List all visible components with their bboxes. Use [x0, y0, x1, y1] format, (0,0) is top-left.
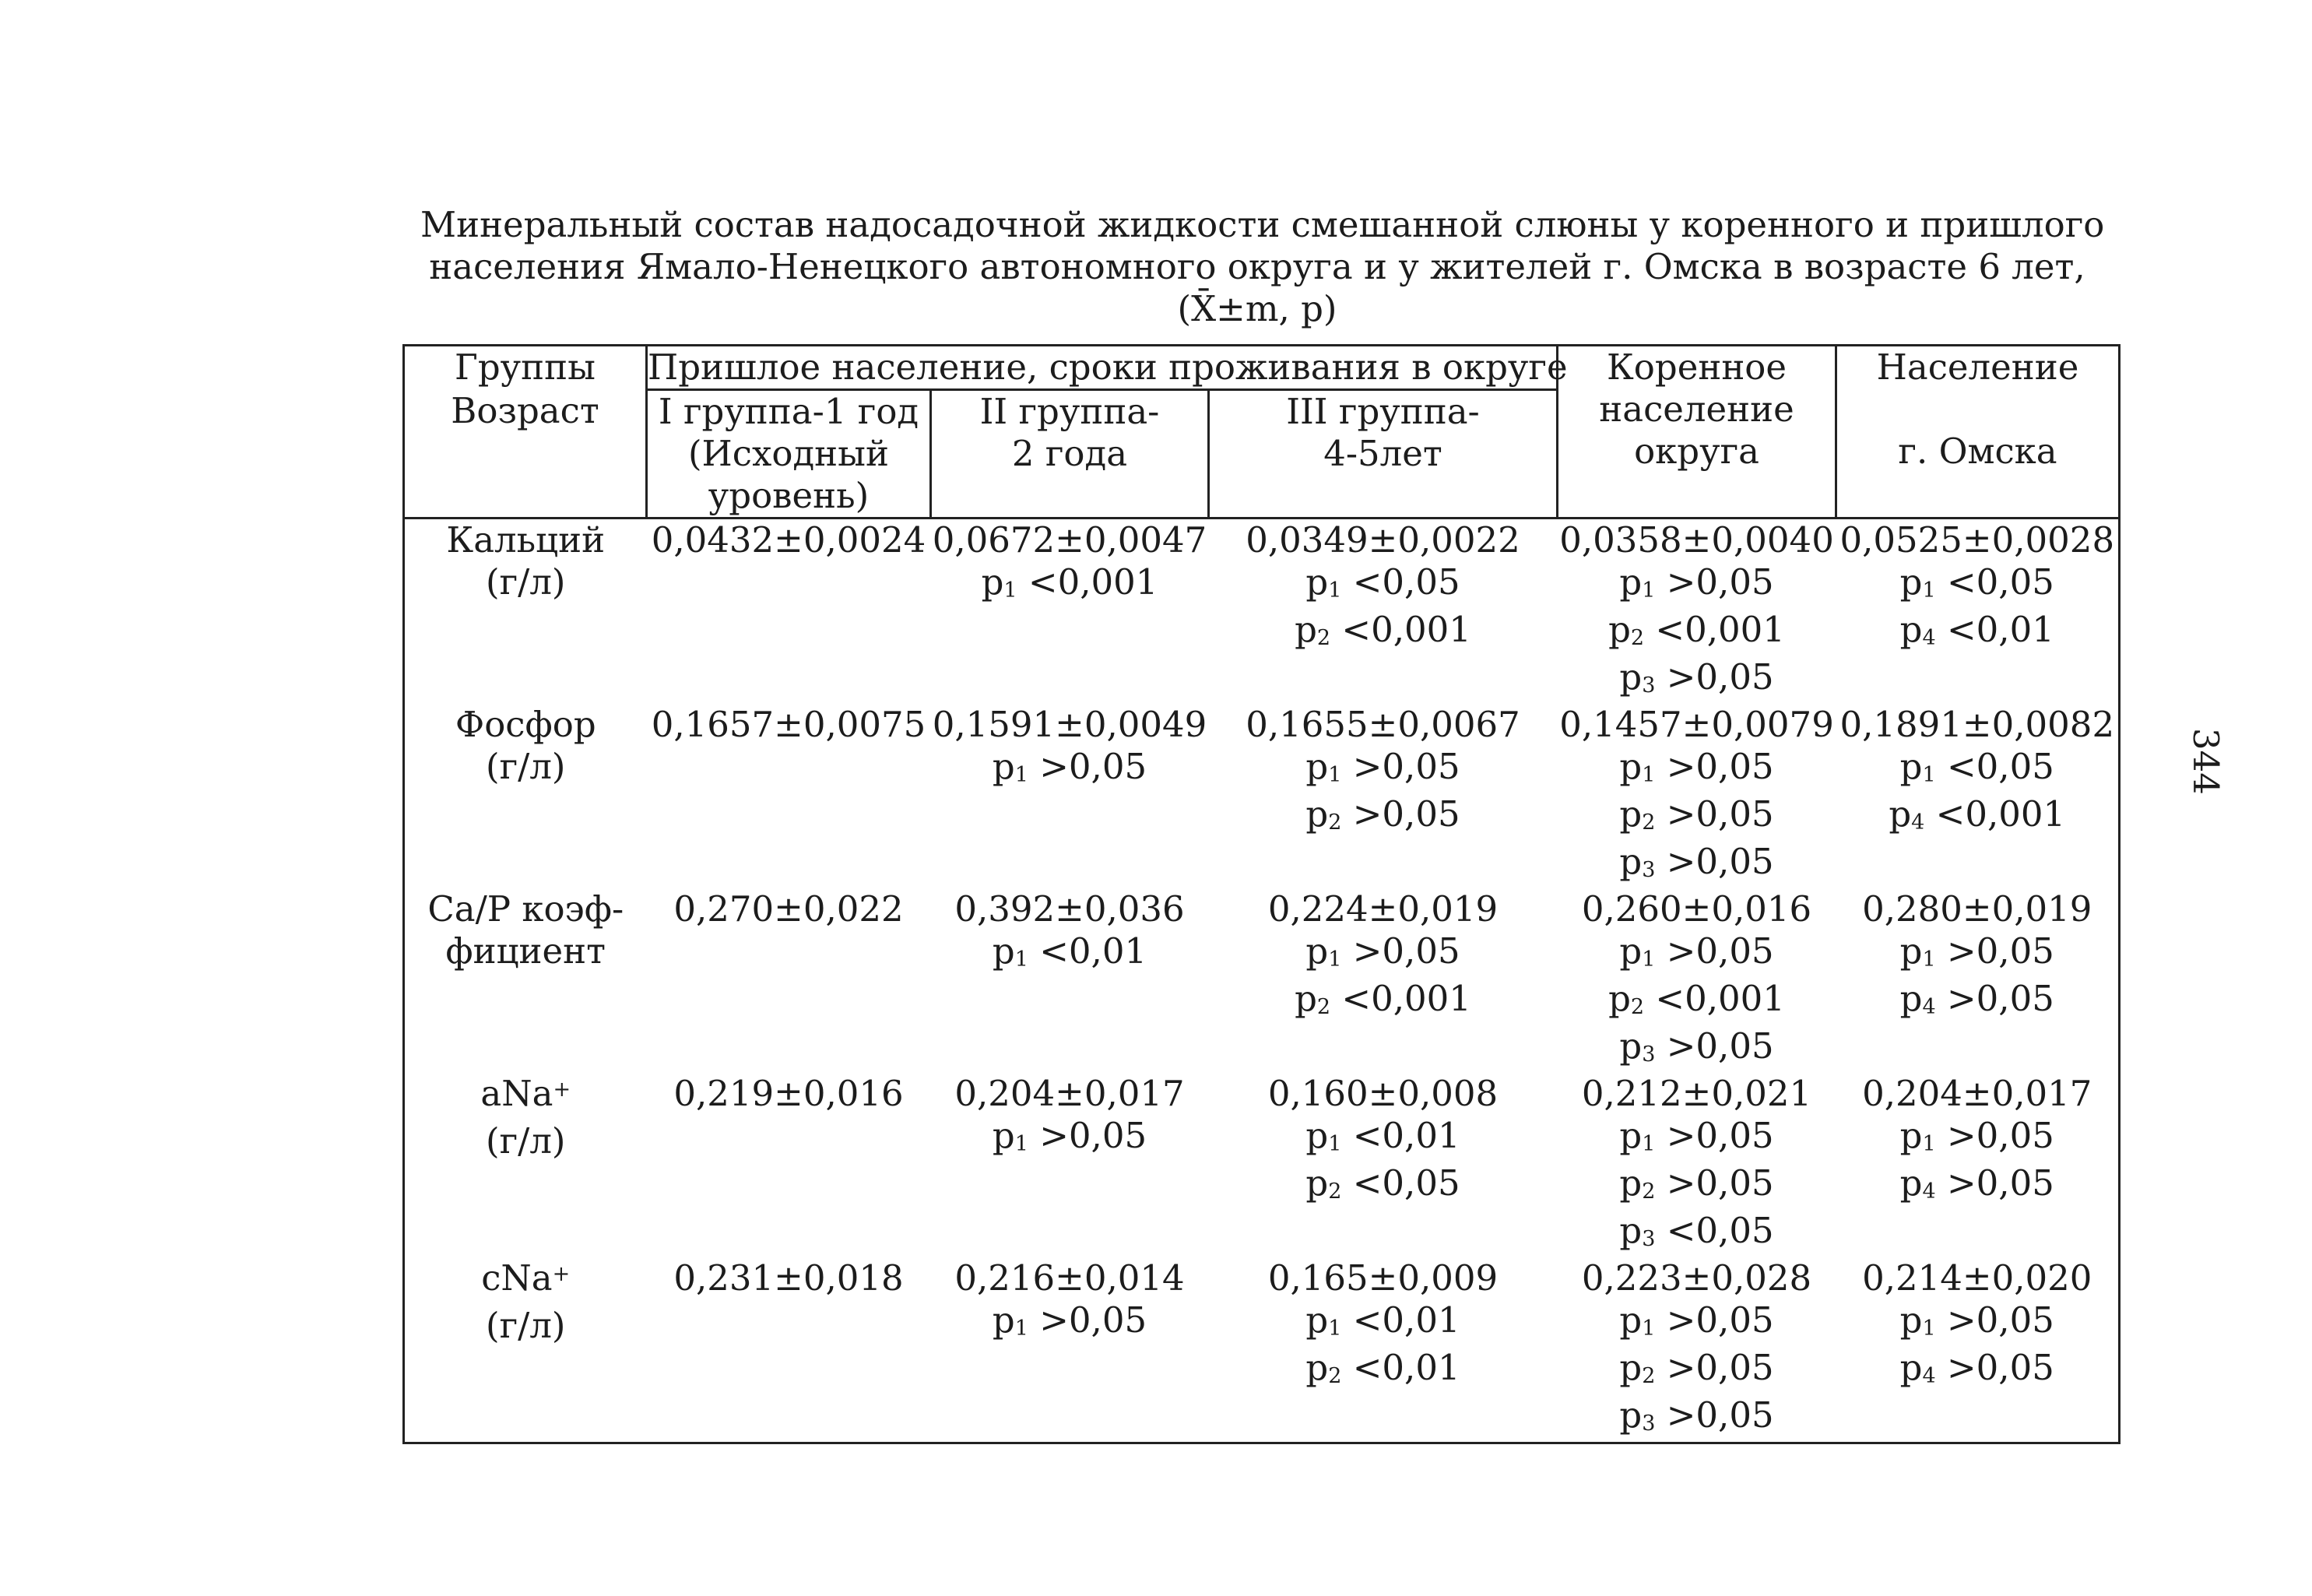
value-cell-g1: [647, 1257, 931, 1443]
p-value: $p_3 <0,05$: [1619, 1210, 1774, 1252]
p-value: $p_2 <0,05$: [1305, 1162, 1460, 1204]
cell-value: Кальций: [446, 519, 606, 561]
value-cell-g3: [1209, 704, 1558, 888]
p-value: $p_4 <0,001$: [1889, 793, 2066, 835]
cell-value: cNa+: [481, 1257, 571, 1299]
cell-value: 0,224±0,019: [1267, 888, 1499, 930]
header-group-3: III группа- 4-5лет: [1209, 390, 1558, 519]
p-value: $p_1 >0,05$: [1305, 930, 1460, 972]
p-value: $p_1 <0,01$: [1305, 1115, 1460, 1157]
p-value: $p_2 <0,001$: [1295, 978, 1471, 1020]
p-value: $p_2 <0,001$: [1608, 978, 1785, 1020]
p-value: $p_1 >0,05$: [1899, 1115, 2054, 1157]
p-value: $p_2 <0,01$: [1305, 1347, 1460, 1389]
cell-value: 0,1657±0,0075: [651, 704, 926, 745]
value-cell-g2: [931, 1257, 1209, 1443]
header-age: Возраст: [404, 390, 647, 519]
value-cell-native: [1558, 1257, 1836, 1443]
p-value: $p_2 >0,05$: [1305, 793, 1460, 835]
cell-value: 0,0672±0,0047: [932, 519, 1207, 561]
p-value: $p_1 >0,05$: [1899, 930, 2054, 972]
caption-line-1: Минеральный состав надосадочной жидкости смешанной слюны у коренного и пришлого: [420, 204, 2105, 245]
p-value: $p_1 >0,05$: [992, 746, 1147, 788]
p-value: $p_4 >0,05$: [1899, 1162, 2054, 1204]
p-value: (г/л): [486, 561, 566, 603]
cell-value: 0,219±0,016: [673, 1073, 904, 1114]
value-cell-g2: [931, 519, 1209, 705]
row-label: [404, 1073, 647, 1257]
header-group-2: II группа- 2 года: [931, 390, 1209, 519]
value-cell-omsk: [1836, 888, 2120, 1073]
table-row: [404, 519, 2120, 705]
cell-value: 0,260±0,016: [1581, 888, 1812, 930]
cell-value: 0,392±0,036: [954, 888, 1185, 930]
p-value: $p_1 >0,05$: [992, 1115, 1147, 1157]
value-cell-omsk: [1836, 1257, 2120, 1443]
value-cell-g2: [931, 704, 1209, 888]
value-cell-omsk: [1836, 1073, 2120, 1257]
cell-value: Ca/P коэф-: [427, 888, 624, 930]
p-value: $p_1 >0,05$: [1619, 746, 1774, 788]
cell-value: 0,1457±0,0079: [1559, 704, 1834, 745]
value-cell-g1: [647, 519, 931, 705]
table-row: [404, 888, 2120, 1073]
header-group-1: I группа-1 год (Исходный уровень): [647, 390, 931, 519]
cell-value: 0,214±0,020: [1862, 1257, 2092, 1299]
cell-value: 0,160±0,008: [1267, 1073, 1499, 1114]
table-row: [404, 704, 2120, 888]
p-value: $p_1 <0,05$: [1899, 746, 2054, 788]
cell-value: 0,1891±0,0082: [1839, 704, 2115, 745]
cell-value: 0,0432±0,0024: [651, 519, 926, 561]
p-value: $p_1 <0,01$: [992, 930, 1147, 972]
table-row: [404, 1257, 2120, 1443]
value-cell-native: [1558, 888, 1836, 1073]
header-native-population: Коренное население округа: [1558, 346, 1836, 519]
p-value: (г/л): [486, 1305, 566, 1346]
caption-line-2: населения Ямало-Ненецкого автономного округа и у жителей г. Омска в возрасте 6 лет,: [429, 246, 2085, 287]
p-value: $p_4 >0,05$: [1899, 978, 2054, 1020]
value-cell-omsk: [1836, 519, 2120, 705]
p-value: $p_2 <0,001$: [1295, 609, 1471, 651]
p-value: фициент: [445, 930, 606, 972]
caption-line-3: (X̄±m, p): [1177, 288, 1337, 329]
cell-value: 0,0349±0,0022: [1246, 519, 1520, 561]
p-value: $p_1 >0,05$: [1305, 746, 1460, 788]
cell-value: 0,204±0,017: [1862, 1073, 2092, 1114]
value-cell-g1: [647, 1073, 931, 1257]
p-value: $p_1 >0,05$: [1619, 1299, 1774, 1341]
value-cell-native: [1558, 1073, 1836, 1257]
page-number: 344: [2185, 728, 2226, 795]
p-value: $p_1 >0,05$: [992, 1299, 1147, 1341]
p-value: (г/л): [486, 1120, 566, 1162]
p-value: $p_3 >0,05$: [1619, 1025, 1774, 1067]
header-groups: Группы: [455, 346, 596, 388]
cell-value: 0,0358±0,0040: [1559, 519, 1834, 561]
cell-value: 0,165±0,009: [1267, 1257, 1499, 1299]
table-caption: [420, 204, 2105, 330]
value-cell-g2: [931, 888, 1209, 1073]
value-cell-g1: [647, 888, 931, 1073]
cell-value: 0,223±0,028: [1581, 1257, 1812, 1299]
value-cell-g2: [931, 1073, 1209, 1257]
p-value: $p_4 <0,01$: [1899, 609, 2054, 651]
cell-value: 0,1655±0,0067: [1246, 704, 1520, 745]
cell-value: 0,216±0,014: [954, 1257, 1185, 1299]
p-value: $p_1 <0,01$: [1305, 1299, 1460, 1341]
value-cell-g3: [1209, 1073, 1558, 1257]
p-value: $p_1 >0,05$: [1619, 1115, 1774, 1157]
p-value: $p_1 >0,05$: [1899, 1299, 2054, 1341]
cell-value: 0,280±0,019: [1862, 888, 2092, 930]
p-value: $p_4 >0,05$: [1899, 1347, 2054, 1389]
header-migrant-population: Пришлое население, сроки проживания в округе: [647, 346, 1558, 390]
header-omsk-population: Население г. Омска: [1836, 346, 2120, 519]
p-value: $p_2 >0,05$: [1619, 793, 1774, 835]
p-value: $p_1 <0,05$: [1899, 561, 2054, 603]
cell-value: 0,270±0,022: [673, 888, 904, 930]
p-value: $p_1 <0,001$: [981, 561, 1158, 603]
table-row: [404, 1073, 2120, 1257]
value-cell-native: [1558, 519, 1836, 705]
row-label: [404, 888, 647, 1073]
cell-value: 0,204±0,017: [954, 1073, 1185, 1114]
row-label: [404, 519, 647, 705]
cell-value: Фосфор: [455, 704, 596, 745]
value-cell-omsk: [1836, 704, 2120, 888]
p-value: $p_2 <0,001$: [1608, 609, 1785, 651]
value-cell-g3: [1209, 888, 1558, 1073]
row-label: [404, 1257, 647, 1443]
cell-value: 0,231±0,018: [673, 1257, 904, 1299]
p-value: $p_1 <0,05$: [1305, 561, 1460, 603]
p-value: $p_3 >0,05$: [1619, 1394, 1774, 1436]
mineral-composition-table: [402, 344, 2121, 1444]
cell-value: 0,212±0,021: [1581, 1073, 1812, 1114]
p-value: $p_2 >0,05$: [1619, 1347, 1774, 1389]
p-value: $p_1 >0,05$: [1619, 930, 1774, 972]
value-cell-g3: [1209, 1257, 1558, 1443]
cell-value: 0,0525±0,0028: [1839, 519, 2115, 561]
value-cell-native: [1558, 704, 1836, 888]
p-value: $p_3 >0,05$: [1619, 656, 1774, 698]
cell-value: 0,1591±0,0049: [932, 704, 1207, 745]
p-value: (г/л): [486, 746, 566, 787]
value-cell-g3: [1209, 519, 1558, 705]
p-value: $p_3 >0,05$: [1619, 841, 1774, 883]
value-cell-g1: [647, 704, 931, 888]
table-body: [404, 519, 2120, 1443]
p-value: $p_1 >0,05$: [1619, 561, 1774, 603]
p-value: $p_2 >0,05$: [1619, 1162, 1774, 1204]
row-label: [404, 704, 647, 888]
cell-value: aNa+: [480, 1073, 571, 1114]
